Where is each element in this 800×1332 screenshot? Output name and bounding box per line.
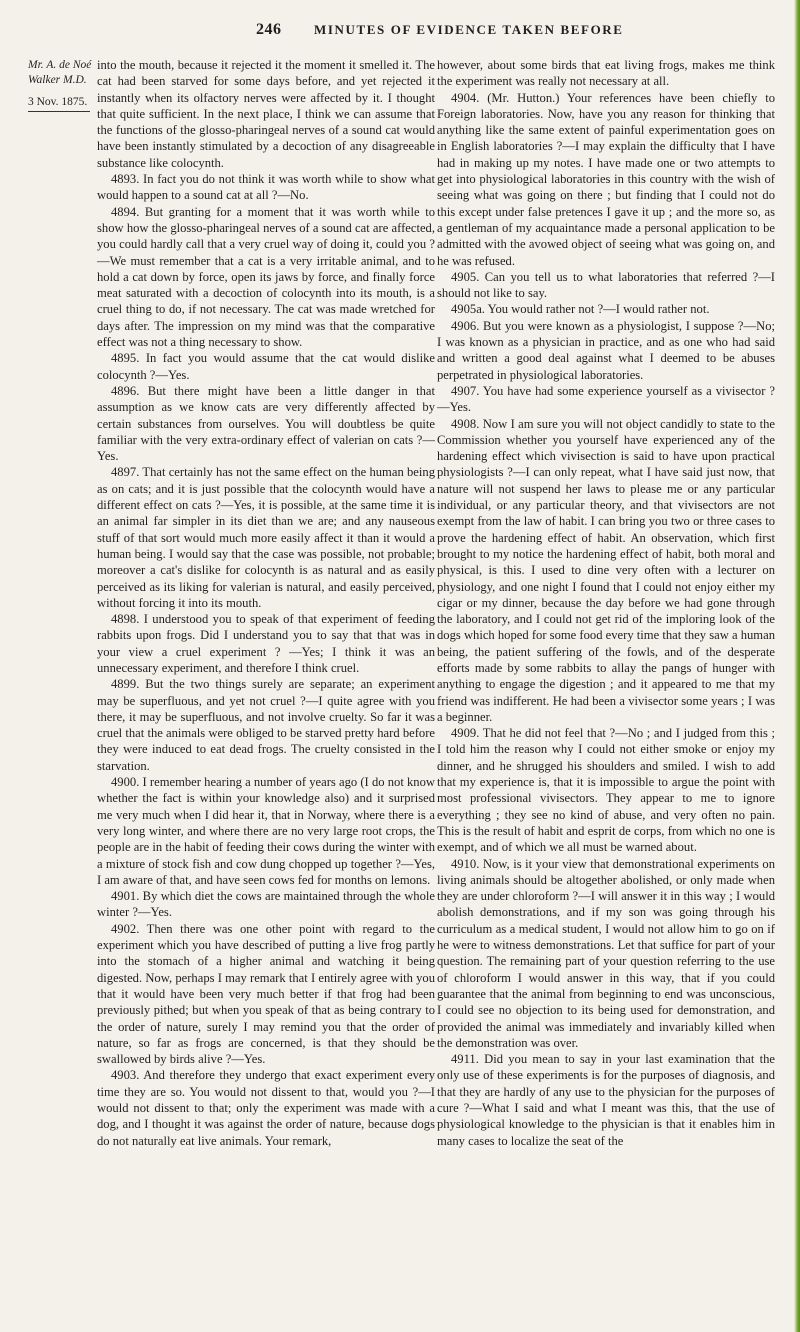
paragraph: 4901. By which diet the cows are maintained through the whole winter ?—Yes. <box>97 889 435 920</box>
page-header <box>0 21 800 43</box>
paragraph: 4906. But you were known as a physiologist, I suppose ?—No; I was known as a physician in practice, and as one who had said and written a good deal against what I deemed to be abuses perpetrated in physiological laboratories. <box>437 318 775 382</box>
running-head: MINUTES OF EVIDENCE TAKEN BEFORE <box>314 22 624 37</box>
paragraph: 4907. You have had some experience yourself as a vivisector ?—Yes. <box>437 383 775 415</box>
paragraph: 4896. But there might have been a little danger in that assumption as we know cats are very differently affected by certain substances from ourselves. You will doubtless be quite familiar with the very extra-ordinary effect of valerian on cats ?—Yes. <box>97 383 435 464</box>
paragraph: 4903. And therefore they undergo that exact experiment every time they are so. You would not dissent to that, would you ?—I would not dissent to that; only the experiment was made with a dog, and I thought it was against the order of nature, because dogs do not naturally eat live animals. Your remark, <box>97 1068 435 1148</box>
paragraph: into the mouth, because it rejected it the moment it smelled it. The cat had been starved for some days before, and yet rejected it instantly when its olfactory nerves were affected by it. I thought that quite sufficient. In the next place, I think we can assume that the functions of the glosso-pharingeal nerves of a sound cat would have been instantly stimulated by a decoction of any disagreeable substance like colocynth. <box>97 58 435 170</box>
session-date: 3 Nov. 1875. <box>28 95 90 112</box>
paragraph: 4908. Now I am sure you will not object candidly to state to the Commission whether you yourself have experienced any of the hardening effect which vivisection is said to have upon practical physiologists ?—I can only repeat, what I have said just now, that nature will not suspend her laws to please me or any particular individual, or any particular theory, and that vivisectors are not exempt from the law of habit. I can bring you two or three cases to prove the hardening effect of habit. An observation, which first brought to my notice the hardening effect of habit, both moral and physical, is this. I used to dine very often with a lecturer on physiology, and one night I found that I could not enjoy either my cigar or my dinner, because the day before we had gone through the laboratory, and I could not get rid of the imploring look of the dogs which hoped for some food every time that they saw a human being, the patient suffering of the fowls, and of the desperate efforts made by some rabbits to allay the pangs of hunger with anything to engage the digestion ; and it appeared to me that my friend was indifferent. He had been a vivisector some years ; I was a beginner. <box>437 416 775 724</box>
paragraph: 4904. (Mr. Hutton.) Your references have been chiefly to Foreign laboratories. Now, have you any reason for thinking that anything like the same extent of painful experimentation goes on in English laboratories ?—I may explain the difficulty that I have had in making up my notes. I have made one or two attempts to get into physiological laboratories in this country with the wish of seeing what was going on there ; but finding that I could not do this except under false pretences I gave it up ; and the more so, as a gentleman of my acquaintance made a personal application to be admitted with the avowed object of seeing what was going on, and he was refused. <box>437 90 775 268</box>
paragraph: 4905a. You would rather not ?—I would rather not. <box>451 302 710 317</box>
paragraph: 4895. In fact you would assume that the cat would dislike colocynth ?—Yes. <box>97 351 435 382</box>
left-column <box>97 57 435 1149</box>
paragraph: however, about some birds that eat living frogs, makes me think the experiment was really not necessary at all. <box>437 58 775 89</box>
paragraph: 4893. In fact you do not think it was worth while to show what would happen to a sound cat at all ?—No. <box>97 172 435 203</box>
right-column <box>437 57 775 1149</box>
page-number: 246 <box>256 21 282 38</box>
paragraph: 4899. But the two things surely are separate; an experiment may be superfluous, and yet not cruel ?—I quite agree with you there, it may be superfluous, and not involve cruelty. So far it was cruel that the animals were obliged to be starved pretty hard before they were induced to eat dead frogs. The cruelty consisted in the starvation. <box>97 677 435 773</box>
paragraph: 4894. But granting for a moment that it was worth while to show how the glosso-pharingeal nerves of a sound cat are affected, you could hardly call that a very cruel way of doing it, could you ?—We must remember that a cat is a very irritable animal, and to hold a cat down by force, open its jaws by force, and finally force meat saturated with a decoction of colocynth into its mouth, is a cruel thing to do, if not necessary. The cat was made wretched for days after. The impression on my mind was that the comparative effect was not a thing necessary to show. <box>97 204 435 350</box>
paragraph: 4902. Then there was one other point with regard to the experiment which you have described of putting a live frog partly into the stomach of a higher animal and watching it being digested. Now, perhaps I may remark that I entirely agree with you that it would have been very much better if that frog had been previously pithed; but when you speak of that as being contrary to the order of nature, surely I may remind you that the order of nature, so far as frogs are concerned, is that they should be swallowed by birds alive ?—Yes. <box>97 921 435 1067</box>
paragraph: 4909. That he did not feel that ?—No ; and I judged from this ; I told him the reason why I could not either smoke or enjoy my dinner, and he shrugged his shoulders and smiled. I wish to add that my experience is, that it is impossible to argue the point with most professional vivisectors. They appear to me to ignore everything ; they see no kind of abuse, and very often no pain. This is the result of habit and esprit de corps, from which no one is exempt, and of which we all must be warned about. <box>437 726 775 855</box>
paragraph: 4898. I understood you to speak of that experiment of feeding rabbits upon frogs. Did I understand you to say that that was in your view a cruel experiment ? —Yes; I think it was an unnecessary experiment, and therefore I think cruel. <box>97 612 435 675</box>
page-edge <box>794 0 800 1332</box>
margin-note <box>28 58 92 112</box>
paragraph: 4905. Can you tell us to what laboratories that referred ?—I should not like to say. <box>437 269 775 301</box>
paragraph: 4910. Now, is it your view that demonstrational experiments on living animals should be altogether abolished, or only made when they are under chloroform ?—I will answer it in this way ; I would abolish demonstrations, and if my son was going through his curriculum as a medical student, I would not allow him to go on if he were to witness demonstrations. Let that suffice for part of your question. The remaining part of your question referring to the use of chloroform I would answer in this way, that if you could guarantee that the animal from beginning to end was unconscious, I could see no objection to its being used for demonstration, and provided the animal was immediately and invariably killed when the demonstration was over. <box>437 856 775 1050</box>
paragraph: 4911. Did you mean to say in your last examination that the only use of these experiments is for the purposes of diagnosis, and that they are hardly of any use to the physician for the purposes of cure ?—What I said and what I meant was this, that the use of physiological knowledge to the physician is that it enables him in many cases to localize the seat of the <box>437 1052 775 1148</box>
paragraph: 4897. That certainly has not the same effect on the human being as on cats; and it is just possible that the colocynth would have a different effect on cats ?—Yes, it is possible, at the same time it is an animal far simpler in its diet than we are; and any nauseous stuff of that sort would much more easily affect it than it would a human being. I would say that the case was possible, not probable; moreover a cat's dislike for colocynth is as natural and as easily perceived as its liking for valerian is natural, and easily perceived, without forcing it into its mouth. <box>97 465 435 610</box>
witness-name: Mr. A. de Noé Walker M.D. <box>28 59 92 86</box>
paragraph: 4900. I remember hearing a number of years ago (I do not know whether the fact is within your knowledge also) and it surprised me very much when I did hear it, that in Norway, where there is a very long winter, and where there are no very large root crops, the people are in the habit of feeding their cows during the winter with a mixture of stock fish and cow dung chopped up together ?—Yes, I am aware of that, and have seen cows fed for months on lemons. <box>97 775 435 887</box>
